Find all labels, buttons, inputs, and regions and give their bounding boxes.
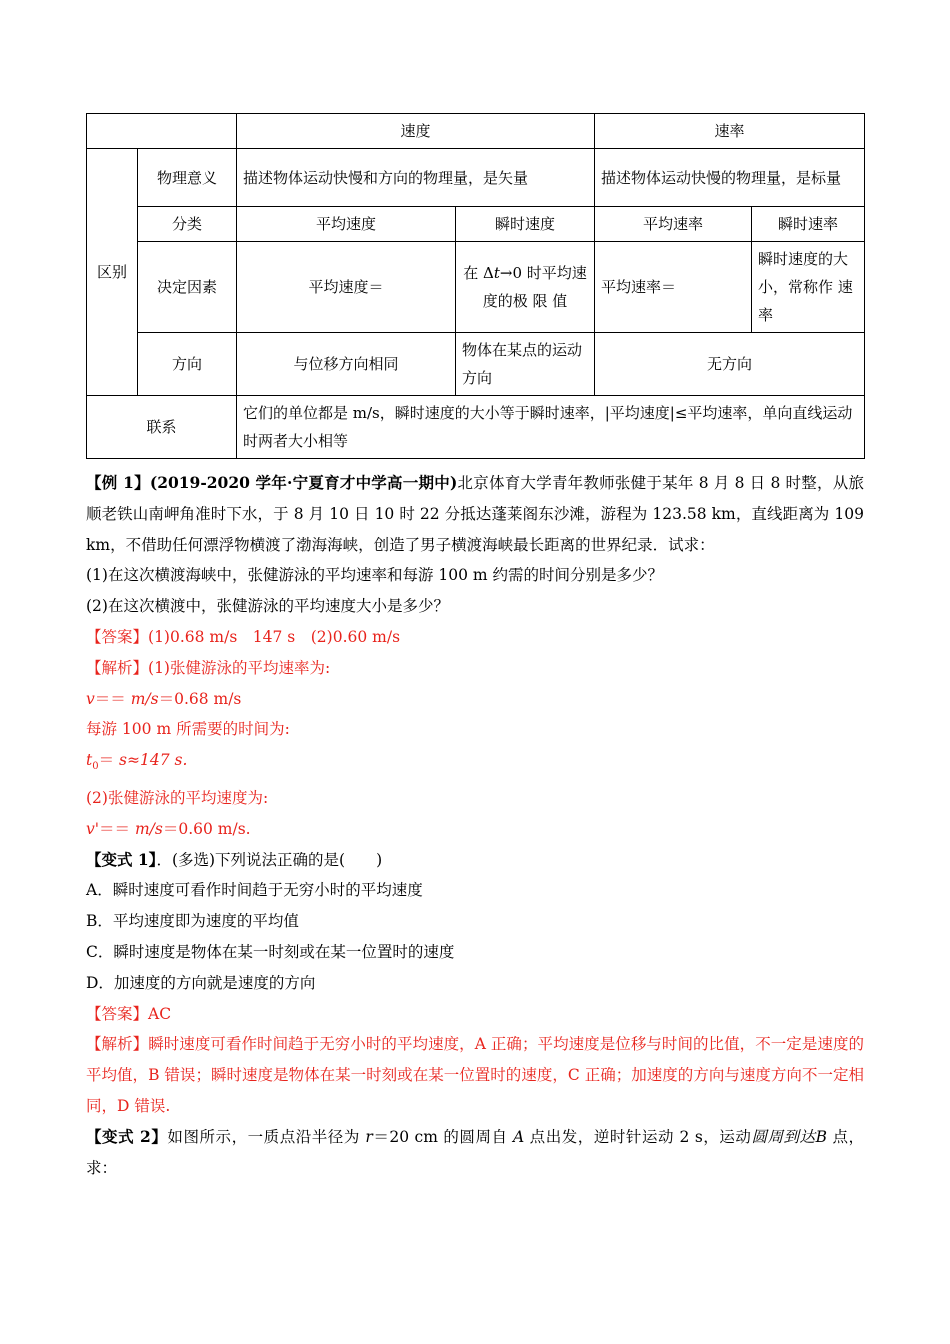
variant1-stem — [86, 845, 864, 876]
variant1-analysis-tag: 【解析】 — [86, 1035, 149, 1054]
variant1-tag: 【变式 1】 — [86, 849, 157, 869]
variant1-answer-tag: 【答案】 — [86, 1004, 149, 1023]
variant2-t3: 点出发，逆时针运动 2 s，运动 — [524, 1127, 752, 1146]
example1-a4-mid: ＝ — [98, 751, 120, 770]
variant1-option-b: B．平均速度即为速度的平均值 — [86, 912, 299, 931]
category-avg-speed: 平均速度 — [237, 207, 456, 242]
example1-analysis-2 — [86, 684, 864, 715]
variant1-analysis-text: 瞬时速度可看作时间趋于无穷小时的平均速度，A 正确；平均速度是位移与时间的比值，不一定是速度的平均值，B 错误；瞬时速度是物体在某一时刻或在某一位置时的速度，C 正确；加速度的方向与速度方向不一定相同，D 错误. — [86, 1035, 864, 1116]
variant1-answer — [86, 999, 864, 1030]
relation-text: 它们的单位都是 m/s，瞬时速度的大小等于瞬时速率，|平均速度|≤平均速率，单向直线运动时两者大小相等 — [237, 396, 865, 459]
direction-rate: 无方向 — [595, 333, 865, 396]
variant1-answer-text: AC — [148, 1004, 172, 1023]
variant2-tag: 【变式 2】 — [86, 1126, 168, 1146]
example1-a6-mid: '＝＝ — [94, 819, 135, 838]
factor-inst-speed-b: →0 时平均速度的极 限 值 — [482, 264, 587, 310]
example1-q2: (2)在这次横渡中，张健游泳的平均速度大小是多少？ — [86, 597, 449, 616]
variant2-point-a: A — [513, 1127, 525, 1146]
example1-a6-unit: m/s — [134, 819, 163, 838]
direction-avg-speed: 与位移方向相同 — [237, 333, 456, 396]
example1-answer — [86, 622, 864, 653]
variant2-r: r — [365, 1127, 373, 1146]
category-inst-speed: 瞬时速度 — [456, 207, 595, 242]
example1-a4-sub: 0 — [92, 761, 99, 773]
variant2-t4: 圆周到达 — [751, 1127, 816, 1146]
row-label-direction: 方向 — [138, 333, 237, 396]
header-speed: 速度 — [237, 114, 595, 149]
row-label-relation: 联系 — [87, 396, 237, 459]
variant2-point-b: B — [815, 1127, 827, 1146]
row-label-category: 分类 — [138, 207, 237, 242]
category-inst-rate: 瞬时速率 — [752, 207, 865, 242]
row-label-factor: 决定因素 — [138, 242, 237, 333]
example1-answer-tag: 【答案】 — [86, 627, 149, 646]
example1-analysis-6 — [86, 814, 864, 845]
example1-a6-end: ＝0.60 m/s. — [162, 819, 251, 838]
example1-answer-text: (1)0.68 m/s 147 s (2)0.60 m/s — [148, 627, 401, 646]
example1-a2-unit: m/s — [130, 689, 159, 708]
factor-avg-rate: 平均速率＝ — [595, 242, 752, 333]
category-avg-rate: 平均速率 — [595, 207, 752, 242]
group-label-difference: 区别 — [87, 149, 138, 396]
row-label-meaning: 物理意义 — [138, 149, 237, 207]
example1-a2-end: ＝0.68 m/s — [158, 689, 242, 708]
meaning-speed: 描述物体运动快慢和方向的物理量，是矢量 — [237, 149, 595, 207]
table-corner-cell — [87, 114, 237, 149]
example1-tag: 【例 1】 — [86, 473, 150, 492]
factor-inst-speed-a: 在 Δ — [463, 264, 494, 282]
variant1-option-c: C．瞬时速度是物体在某一时刻或在某一位置时的速度 — [86, 943, 455, 962]
variant2-t5: 点，求： — [86, 1127, 864, 1177]
header-rate: 速率 — [595, 114, 865, 149]
example1-analysis-3: 每游 100 m 所需要的时间为: — [86, 720, 290, 739]
variant2-t1: 如图所示，一质点沿半径为 — [167, 1127, 366, 1146]
example1-stem-text: 北京体育大学青年教师张健于某年 8 月 8 日 8 时整，从旅顺老铁山南岬角准时下水，于 8 月 10 日 10 时 22 分抵达蓬莱阁东沙滩，游程为 123.58 km，直线距离为 109 km，不借助任何漂浮物横渡了渤海海峡，创造了男子横渡海峡最长距离的世界纪录．试求： — [86, 474, 864, 554]
example1-analysis-4 — [86, 745, 864, 783]
variant1-analysis — [86, 1029, 864, 1121]
example1-a4-var: t — [86, 751, 93, 770]
meaning-rate: 描述物体运动快慢的物理量，是标量 — [595, 149, 865, 207]
variant1-option-d: D．加速度的方向就是速度的方向 — [86, 973, 316, 992]
direction-inst-speed: 物体在某点的运动方向 — [456, 333, 595, 396]
example1-a2-var: v — [86, 689, 95, 708]
example1-a2-mid: ＝＝ — [94, 689, 131, 708]
example1-analysis-tag: 【解析】 — [86, 658, 149, 677]
example1-stem — [86, 468, 864, 560]
example1-q1: (1)在这次横渡海峡中，张健游泳的平均速率和每游 100 m 约需的时间分别是多少？ — [86, 566, 664, 585]
problem-section — [86, 468, 864, 1183]
variant2-stem — [86, 1122, 864, 1184]
speed-vs-rate-table — [86, 113, 865, 459]
factor-avg-speed: 平均速度＝ — [237, 242, 456, 333]
example1-analysis-5: (2)张健游泳的平均速度为: — [86, 789, 269, 808]
variant1-option-a: A．瞬时速度可看作时间趋于无穷小时的平均速度 — [86, 881, 423, 900]
factor-inst-rate: 瞬时速度的大小，常称作 速 率 — [752, 242, 865, 333]
factor-inst-speed-t: t — [493, 264, 500, 282]
factor-inst-speed — [456, 242, 595, 333]
example1-a6-var: v — [86, 819, 95, 838]
example1-analysis-1 — [86, 653, 864, 684]
example1-source: (2019-2020 学年·宁夏育才中学高一期中) — [149, 473, 458, 492]
variant2-t2: ＝20 cm 的圆周自 — [372, 1127, 514, 1146]
example1-a4-end: s≈147 s. — [119, 751, 188, 770]
variant1-stem-text: ．(多选)下列说法正确的是( ) — [156, 850, 383, 869]
example1-analysis-text-1: (1)张健游泳的平均速率为: — [148, 658, 331, 677]
